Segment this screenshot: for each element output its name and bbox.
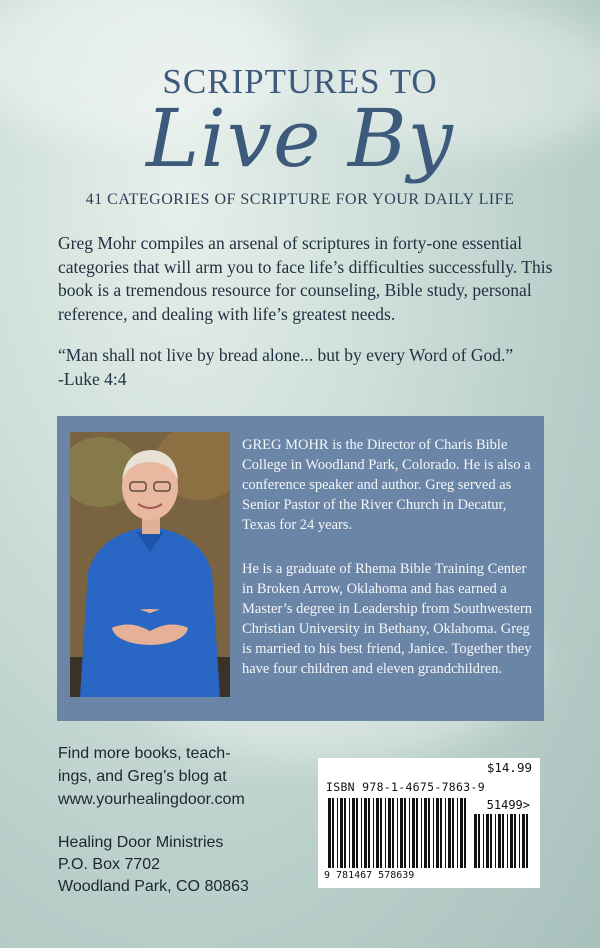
ean-digits: 9 781467 578639 [324, 870, 415, 881]
city-state-zip: Woodland Park, CO 80863 [58, 878, 249, 895]
bio-paragraph-1: GREG MOHR is the Director of Charis Bible College in Woodland Park, Colorado. He is also a conference speaker and author. Greg served as Senior Pastor of the River Church in Decatur, Texas for 24 years. [242, 437, 531, 533]
book-description: Greg Mohr compiles an arsenal of scriptures in forty-one essential categories that will arm you to face life’s difficulties successfully. This book is a tremendous resource for counseling, Bible study, personal reference, and dealing with life’s greatest needs. [58, 233, 553, 324]
barcode-label [318, 758, 540, 888]
ministry-name: Healing Door Ministries [58, 834, 224, 851]
title-script: Live By [146, 92, 454, 185]
quote-reference: -Luke 4:4 [58, 368, 127, 389]
ministry-address [58, 832, 298, 898]
bio-paragraph-2: He is a graduate of Rhema Bible Training Center in Broken Arrow, Oklahoma and has earned a Master’s degree in Leadership from Southwestern Christian University in Bethany, Oklahoma. Greg is married to his best friend, Janice. Together they have four children and eleven grandchildren. [242, 561, 533, 677]
more-info-text [58, 742, 298, 811]
title-top: SCRIPTURES TO [162, 62, 438, 101]
po-box: P.O. Box 7702 [58, 856, 160, 873]
more-info-line-1: Find more books, teach- [58, 745, 231, 762]
author-photo [70, 432, 230, 697]
more-info-line-2: ings, and Greg’s blog at [58, 768, 227, 785]
price: $14.99 [486, 760, 532, 775]
quote-text: “Man shall not live by bread alone... but by every Word of God.” [58, 345, 514, 365]
ean-barcode [328, 798, 468, 868]
isbn-number: ISBN 978-1-4675-7863-9 [326, 780, 485, 794]
subtitle: 41 CATEGORIES OF SCRIPTURE FOR YOUR DAILY LIFE [85, 191, 515, 208]
price-code: 51499> [486, 798, 530, 812]
addon-barcode [474, 814, 530, 868]
scripture-quote [58, 344, 568, 391]
website-link[interactable]: www.yourhealingdoor.com [58, 791, 245, 808]
author-photo-illustration [70, 432, 230, 697]
